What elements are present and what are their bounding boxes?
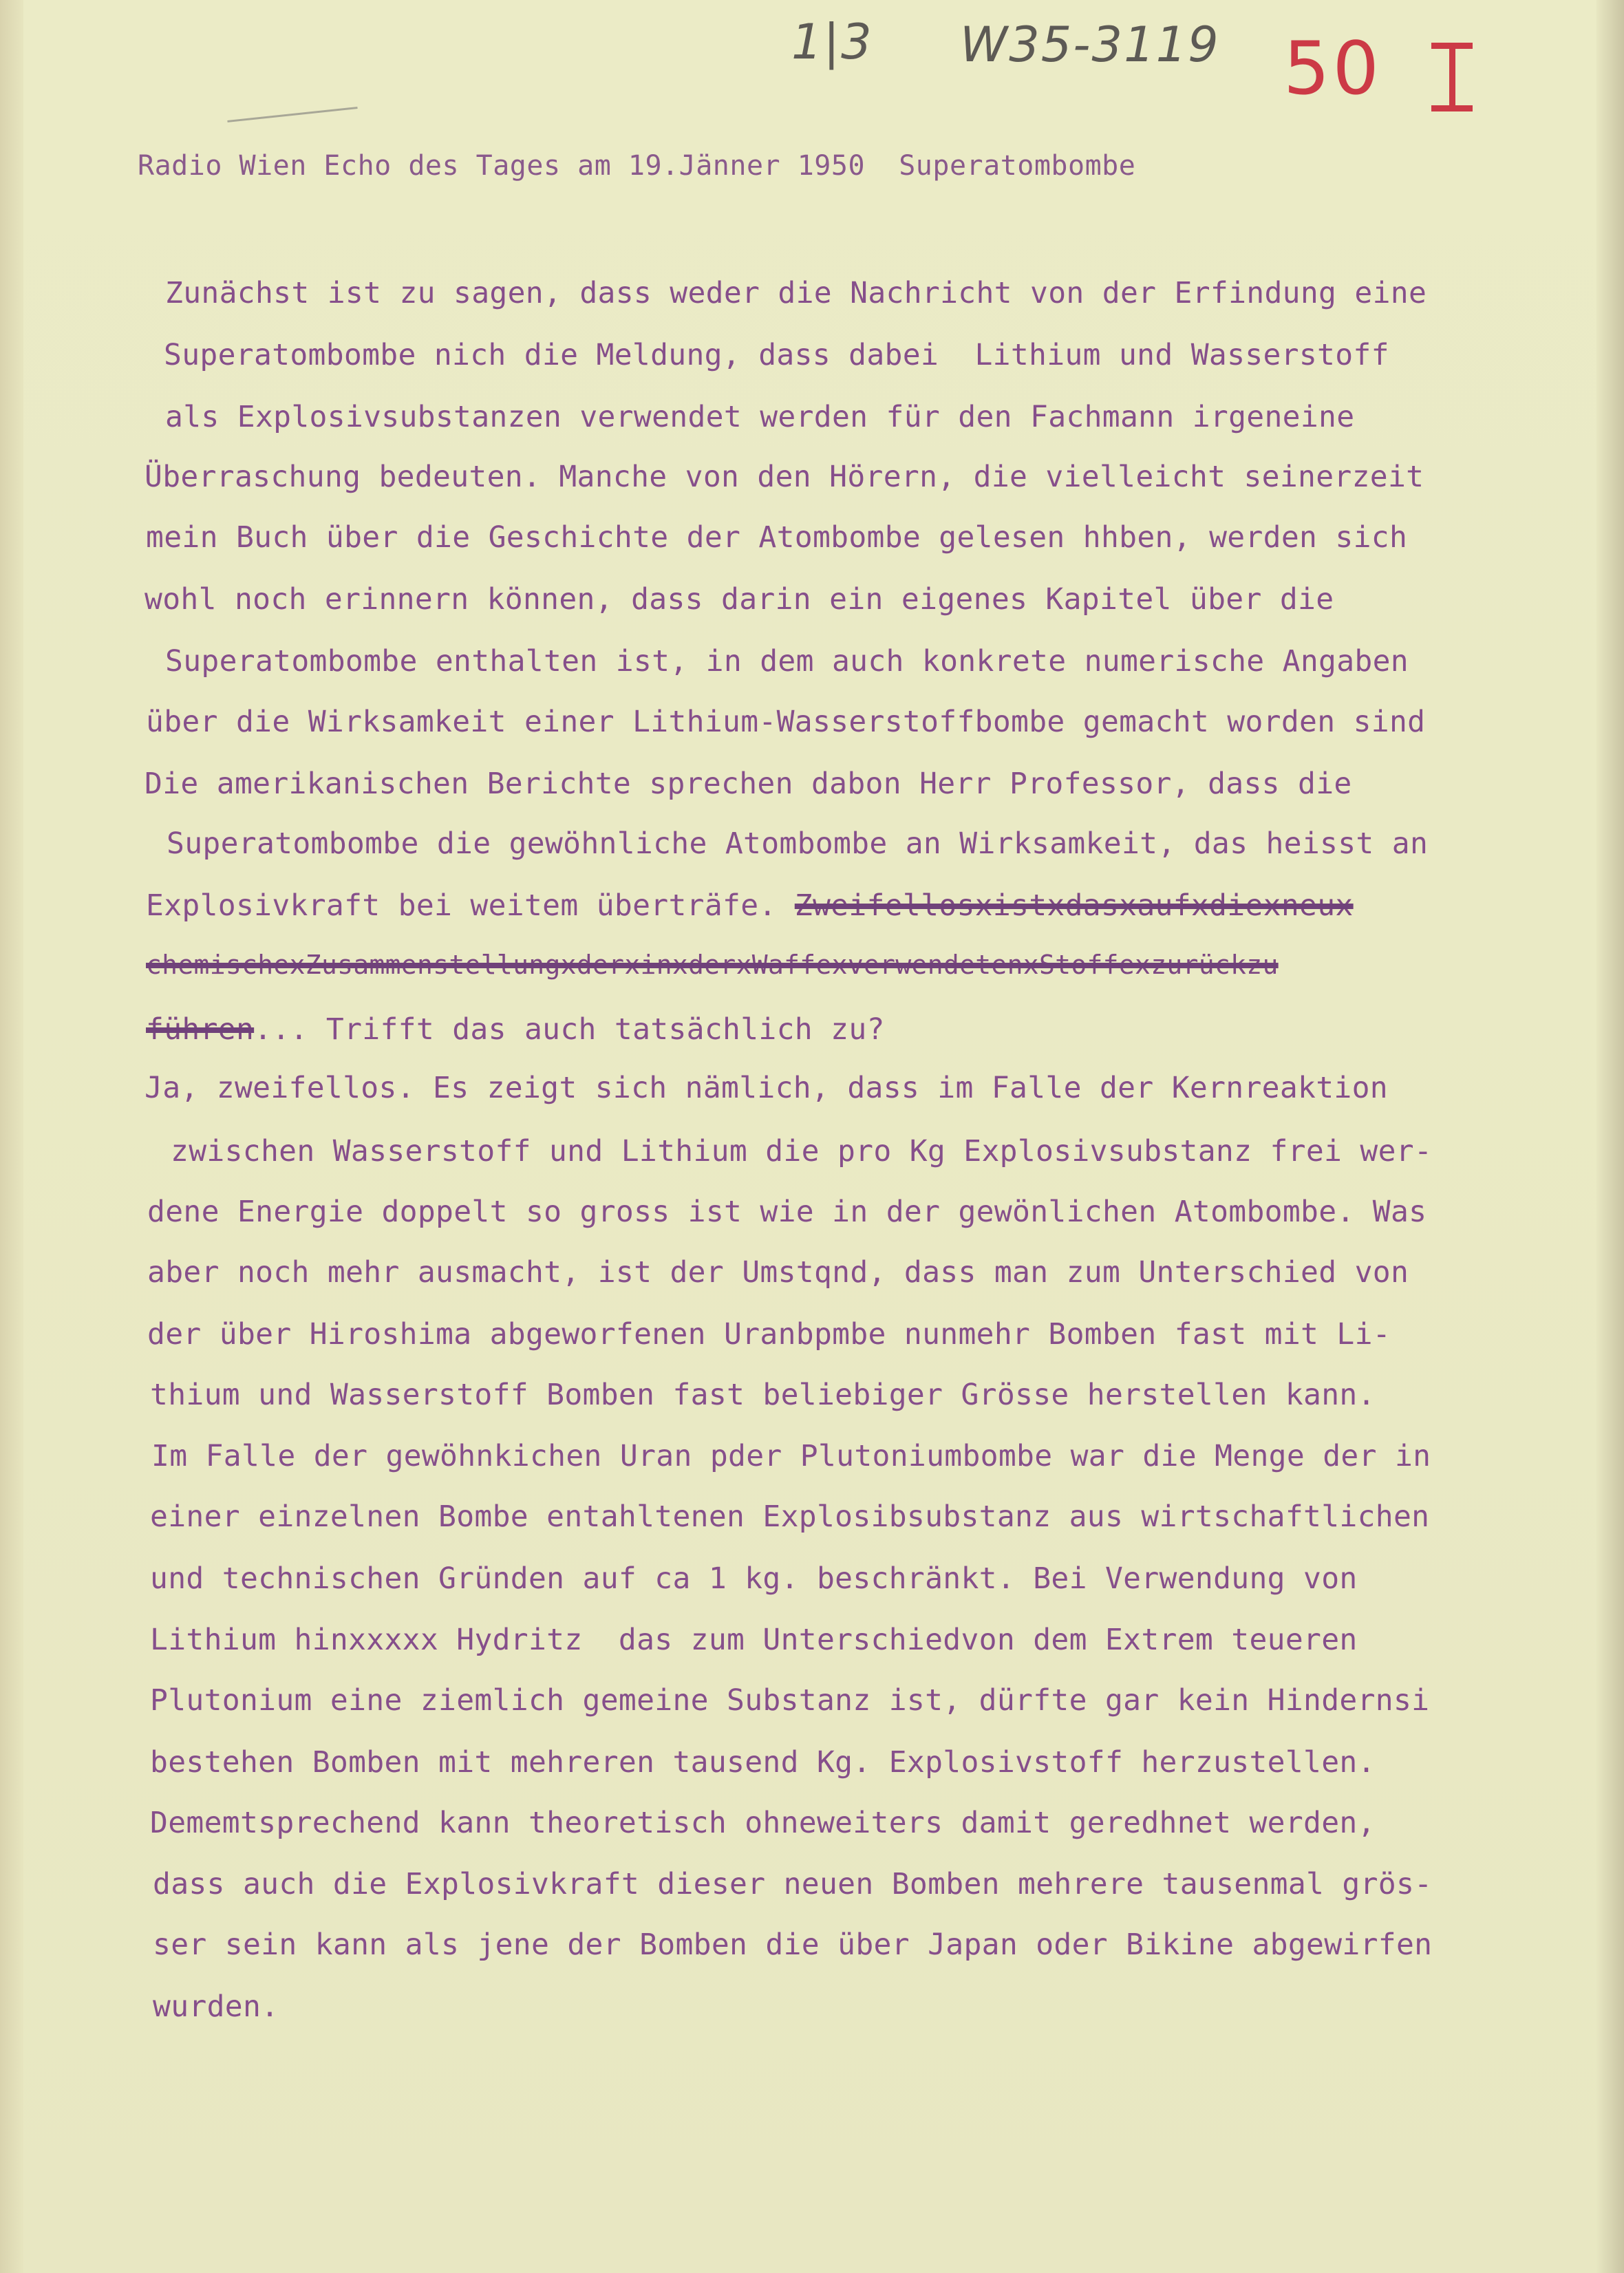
body-line: Lithium hinxxxxx Hydritz das zum Unterschiedvon dem Extrem teueren: [150, 1623, 1358, 1657]
body-line: Die amerikanischen Berichte sprechen dabon Herr Professor, dass die: [145, 767, 1352, 801]
body-line: Superatombombe nich die Meldung, dass dabei Lithium und Wasserstoff: [164, 338, 1389, 372]
body-line: wurden.: [153, 1989, 279, 2024]
body-line: [146, 888, 1354, 923]
body-line: über die Wirksamkeit einer Lithium-Wasserstoffbombe gemacht worden sind: [146, 705, 1426, 739]
body-line: dass auch die Explosivkraft dieser neuen Bomben mehrere tausenmal grös-: [153, 1867, 1433, 1901]
body-line: dene Energie doppelt so gross ist wie in der gewönlichen Atombombe. Was: [147, 1195, 1427, 1229]
body-line: einer einzelnen Bombe entahltenen Explosibsubstanz aus wirtschaftlichen: [150, 1500, 1430, 1534]
body-line: Plutonium eine ziemlich gemeine Substanz ist, dürfte gar kein Hindernsi: [150, 1683, 1430, 1718]
pencil-mark: [227, 107, 357, 122]
body-line: und technischen Gründen auf ca 1 kg. beschränkt. Bei Verwendung von: [150, 1561, 1358, 1596]
body-line: Überraschung bedeuten. Manche von den Hörern, die vielleicht seinerzeit: [145, 460, 1424, 494]
body-line: aber noch mehr ausmacht, ist der Umstqnd, dass man zum Unterschied von: [147, 1255, 1409, 1290]
folio-number: 50: [1283, 26, 1382, 111]
document-title: Radio Wien Echo des Tages am 19.Jänner 1950 Superatombombe: [138, 150, 1136, 182]
body-line: Superatombombe die gewöhnliche Atombombe an Wirksamkeit, das heisst an: [167, 826, 1429, 861]
page-edge-right: [1596, 0, 1624, 2273]
body-line: bestehen Bomben mit mehreren tausend Kg. Explosivstoff herzustellen.: [150, 1745, 1376, 1780]
body-line: Im Falle der gewöhnkichen Uran pder Plutoniumbombe war die Menge der in: [151, 1439, 1431, 1473]
body-line: der über Hiroshima abgeworfenen Uranbpmbe nunmehr Bomben fast mit Li-: [147, 1317, 1391, 1352]
struck-text: Zweifellosxistxdasxaufxdiexneux: [794, 888, 1354, 923]
struck-text: chemischexZusammenstellungxderxinxderxWaffexverwendetenxStoffexzurückzu: [146, 950, 1279, 980]
page-edge-left: [0, 0, 23, 2273]
body-line: mein Buch über die Geschichte der Atombombe gelesen hhben, werden sich: [146, 520, 1408, 555]
body-line: zwischen Wasserstoff und Lithium die pro Kg Explosivsubstanz frei wer-: [171, 1134, 1433, 1168]
body-line: Superatombombe enthalten ist, in dem auch konkrete numerische Angaben: [165, 644, 1409, 679]
folio-roman-numeral: [1431, 43, 1473, 111]
body-line: [146, 952, 1279, 978]
body-line: Ja, zweifellos. Es zeigt sich nämlich, dass im Falle der Kernreaktion: [145, 1071, 1388, 1105]
body-line: [146, 1012, 885, 1047]
body-text: ... Trifft das auch tatsächlich zu?: [254, 1012, 885, 1047]
body-line: ser sein kann als jene der Bomben die über Japan oder Bikine abgewirfen: [153, 1928, 1433, 1962]
struck-text: führen: [146, 1012, 255, 1047]
sheet-mark: 1|3: [791, 14, 873, 70]
body-line: Dememtsprechend kann theoretisch ohneweiters damit geredhnet werden,: [150, 1806, 1376, 1840]
body-line: als Explosivsubstanzen verwendet werden für den Fachmann irgeneine: [165, 400, 1355, 434]
body-text: Explosivkraft bei weitem überträfe.: [146, 888, 795, 923]
body-line: thium und Wasserstoff Bomben fast beliebiger Grösse herstellen kann.: [150, 1378, 1376, 1412]
archive-signature: W35-3119: [960, 17, 1220, 73]
body-line: Zunächst ist zu sagen, dass weder die Nachricht von der Erfindung eine: [165, 276, 1427, 310]
body-line: wohl noch erinnern können, dass darin ein eigenes Kapitel über die: [145, 582, 1334, 617]
